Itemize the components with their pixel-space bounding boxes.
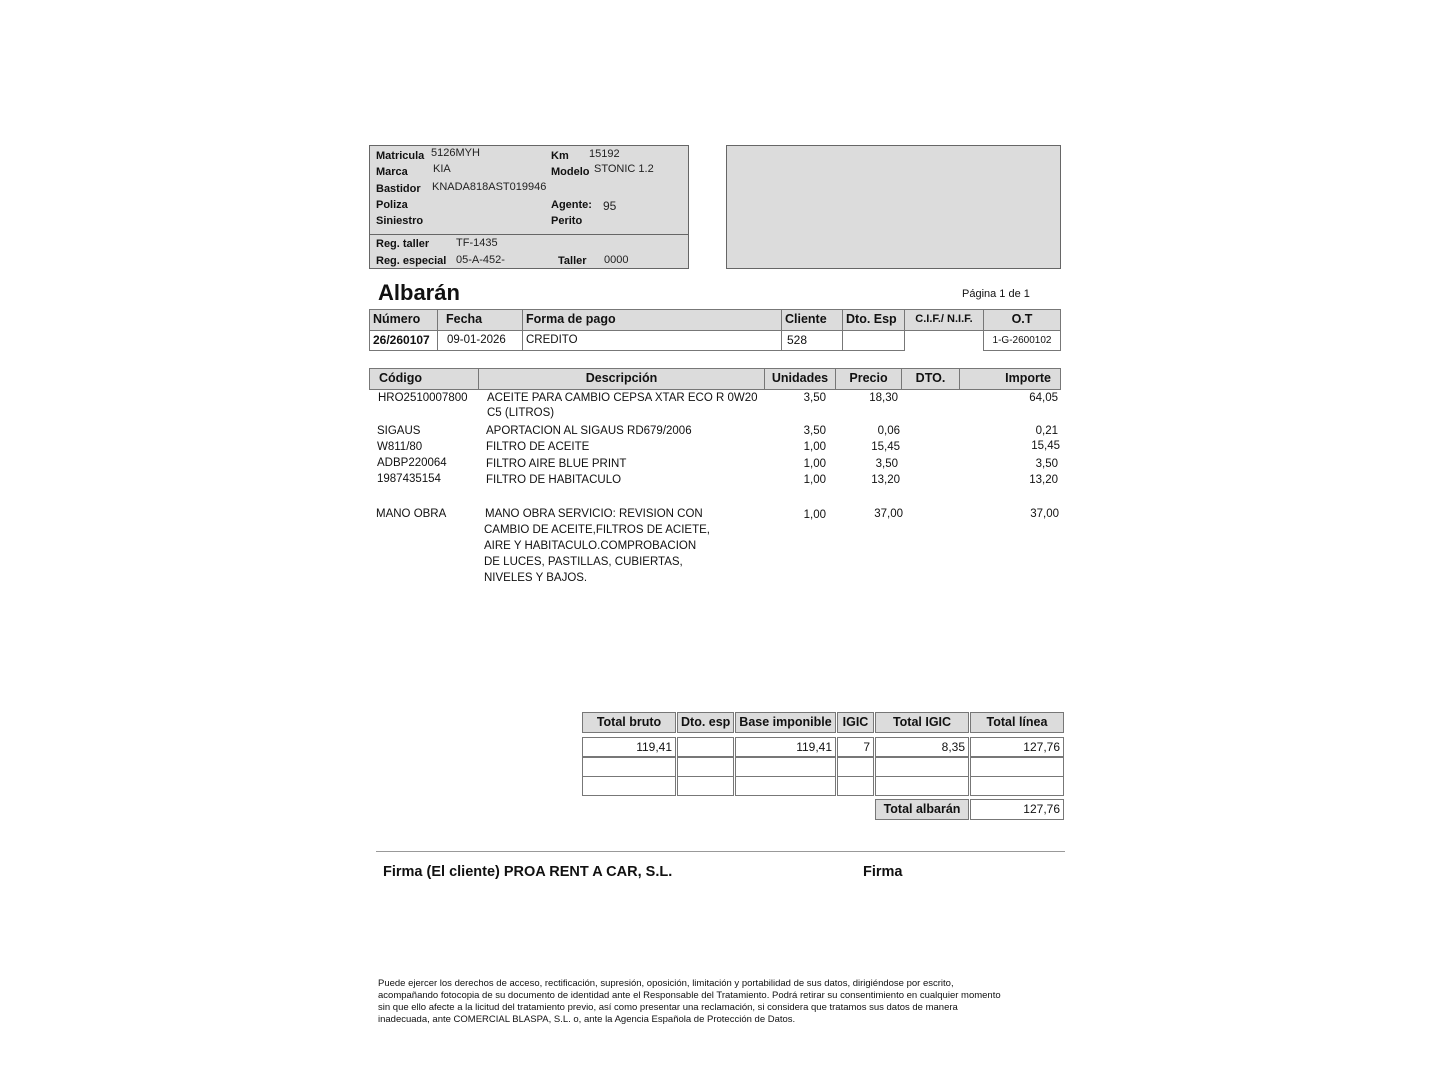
totals-col-dto-esp: Dto. esp (677, 712, 734, 733)
row-descripcion: CAMBIO DE ACEITE,FILTROS DE ACIETE, (484, 524, 710, 536)
totals-empty-cell (677, 757, 734, 777)
total-bruto-value: 119,41 (582, 737, 676, 757)
totals-empty-cell (837, 776, 874, 796)
row-descripcion: APORTACION AL SIGAUS RD679/2006 (486, 425, 692, 437)
totals-empty-cell (677, 776, 734, 796)
row-descripcion: AIRE Y HABITACULO.COMPROBACION (484, 540, 697, 552)
row-precio: 18,30 (869, 392, 898, 404)
totals-col-total-bruto: Total bruto (582, 712, 676, 733)
dto-esp-value (842, 330, 905, 351)
reg-taller-value: TF-1435 (456, 237, 498, 249)
taller-label: Taller (558, 255, 587, 267)
legal-line: Puede ejercer los derechos de acceso, rectificación, supresión, oposición, limitación y portabilidad de sus datos, dirigiéndose por escrito, (378, 978, 954, 989)
totals-empty-cell (735, 757, 836, 777)
row-descripcion: FILTRO AIRE BLUE PRINT (486, 458, 627, 470)
numero-value: 26/260107 (369, 330, 438, 351)
row-unidades: 1,00 (803, 509, 826, 521)
totals-empty-cell (875, 776, 969, 796)
lines-col-dto: DTO. (901, 368, 960, 390)
row-codigo: 1987435154 (377, 473, 441, 485)
row-precio: 37,00 (874, 508, 903, 520)
modelo-value: STONIC 1.2 (594, 163, 654, 175)
row-descripcion: DE LUCES, PASTILLAS, CUBIERTAS, (484, 556, 683, 568)
row-unidades: 1,00 (803, 441, 826, 453)
header-col-ot: O.T (983, 309, 1061, 331)
row-codigo: W811/80 (377, 441, 423, 453)
row-descripcion: ACEITE PARA CAMBIO CEPSA XTAR ECO R 0W20 (487, 392, 758, 404)
totals-empty-cell (837, 757, 874, 777)
totals-col-total-linea: Total línea (970, 712, 1064, 733)
lines-col-unidades: Unidades (764, 368, 836, 390)
header-col-numero: Número (369, 309, 438, 331)
row-precio: 13,20 (871, 474, 900, 486)
row-importe: 0,21 (1035, 425, 1058, 437)
agente-value: 95 (603, 199, 617, 213)
marca-value: KIA (433, 163, 451, 175)
modelo-label: Modelo (551, 166, 590, 178)
bastidor-value: KNADA818AST019946 (432, 181, 547, 193)
siniestro-label: Siniestro (376, 215, 424, 227)
row-codigo: HRO2510007800 (378, 392, 468, 404)
legal-notice (378, 978, 1068, 1026)
vehicle-info-box (369, 145, 689, 269)
row-unidades: 3,50 (803, 392, 826, 404)
igic-value: 7 (837, 737, 874, 757)
fecha-value: 09-01-2026 (437, 330, 523, 351)
header-col-forma-pago: Forma de pago (522, 309, 782, 331)
lines-col-codigo: Código (369, 368, 479, 390)
totals-empty-cell (582, 757, 676, 777)
header-col-cif-nif: C.I.F./ N.I.F. (904, 309, 984, 331)
row-importe: 37,00 (1030, 508, 1059, 520)
agente-label: Agente: (551, 199, 592, 211)
total-albaran-value: 127,76 (970, 799, 1064, 820)
totals-empty-cell (875, 757, 969, 777)
client-address-box (726, 145, 1061, 269)
document-title: Albarán (378, 280, 460, 305)
row-codigo: MANO OBRA (376, 508, 447, 520)
cliente-value: 528 (781, 330, 843, 351)
marca-label: Marca (376, 166, 408, 178)
row-codigo: SIGAUS (377, 425, 421, 437)
reg-especial-value: 05-A-452- (456, 254, 505, 266)
totals-empty-cell (970, 757, 1064, 777)
row-unidades: 3,50 (803, 425, 826, 437)
row-unidades: 1,00 (803, 474, 826, 486)
row-descripcion: FILTRO DE HABITACULO (486, 474, 622, 486)
row-importe: 13,20 (1029, 474, 1058, 486)
total-igic-value: 8,35 (875, 737, 969, 757)
totals-col-igic: IGIC (837, 712, 874, 733)
signature-divider (376, 851, 1065, 852)
base-imponible-value: 119,41 (735, 737, 836, 757)
lines-col-precio: Precio (835, 368, 902, 390)
page-indicator: Página 1 de 1 (962, 288, 1030, 300)
row-precio: 0,06 (877, 425, 900, 437)
header-col-dto-esp: Dto. Esp (842, 309, 905, 331)
firma-signature-label: Firma (863, 864, 903, 880)
legal-line: sin que ello afecte a la licitud del tratamiento previo, así como presentar una reclamación, si considera que tratamos sus datos de manera (378, 1002, 958, 1013)
dto-esp-value (677, 737, 734, 757)
matricula-value: 5126MYH (431, 147, 480, 159)
totals-empty-cell (970, 776, 1064, 796)
row-unidades: 1,00 (803, 458, 826, 470)
km-value: 15192 (589, 148, 620, 160)
total-linea-value: 127,76 (970, 737, 1064, 757)
legal-line: acompañando fotocopia de su documento de identidad ante el Responsable del Tratamiento. Podrá retirar su consentimiento en cualquier momento (378, 990, 1001, 1001)
perito-label: Perito (551, 215, 583, 227)
totals-col-total-igic: Total IGIC (875, 712, 969, 733)
ot-value: 1-G-2600102 (983, 330, 1061, 351)
row-importe: 15,45 (1031, 440, 1060, 452)
totals-col-base-imponible: Base imponible (735, 712, 836, 733)
reg-taller-label: Reg. taller (376, 238, 430, 250)
row-precio: 15,45 (871, 441, 900, 453)
row-descripcion: MANO OBRA SERVICIO: REVISION CON (485, 508, 703, 520)
client-signature-label: Firma (El cliente) PROA RENT A CAR, S.L. (383, 864, 673, 880)
taller-value: 0000 (604, 254, 629, 266)
row-importe: 3,50 (1035, 458, 1058, 470)
header-col-cliente: Cliente (781, 309, 843, 331)
km-label: Km (551, 150, 569, 162)
poliza-label: Poliza (376, 199, 408, 211)
vehicle-box-divider (370, 234, 688, 235)
totals-empty-cell (582, 776, 676, 796)
bastidor-label: Bastidor (376, 183, 421, 195)
row-precio: 3,50 (875, 458, 898, 470)
row-descripcion: C5 (LITROS) (487, 407, 555, 419)
lines-col-descripcion: Descripción (478, 368, 765, 390)
forma-pago-value: CREDITO (522, 330, 782, 351)
lines-col-importe: Importe (959, 368, 1061, 390)
reg-especial-label: Reg. especial (376, 255, 447, 267)
row-descripcion: FILTRO DE ACEITE (486, 441, 590, 453)
row-codigo: ADBP220064 (377, 457, 447, 469)
legal-line: inadecuada, ante COMERCIAL BLASPA, S.L. o, ante la Agencia Española de Protección de Datos. (378, 1014, 796, 1025)
matricula-label: Matricula (376, 150, 425, 162)
totals-empty-cell (735, 776, 836, 796)
row-importe: 64,05 (1029, 392, 1058, 404)
total-albaran-label: Total albarán (875, 799, 969, 820)
header-col-fecha: Fecha (437, 309, 523, 331)
row-descripcion: NIVELES Y BAJOS. (484, 572, 588, 584)
